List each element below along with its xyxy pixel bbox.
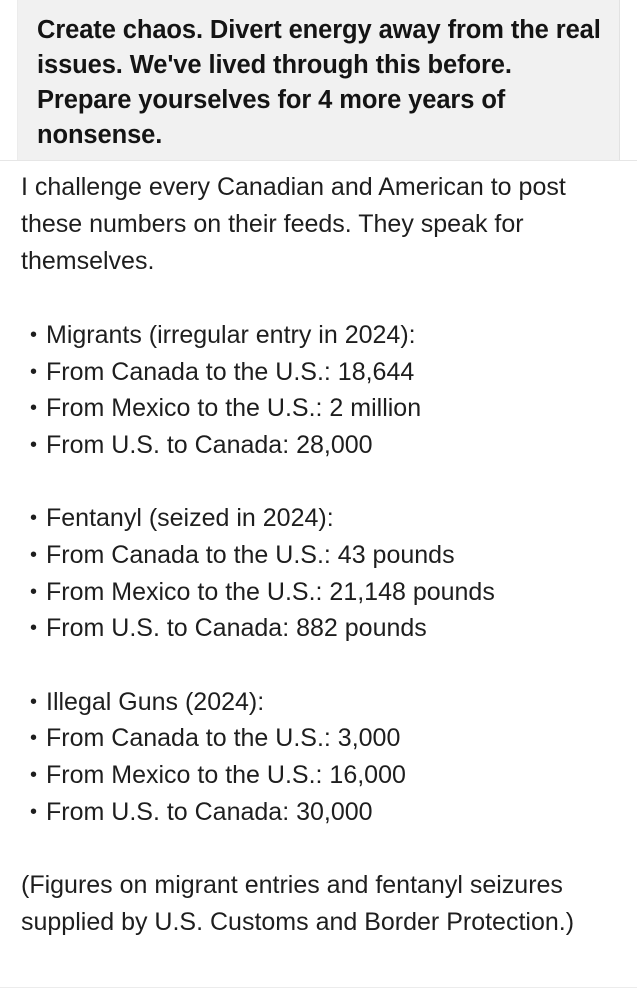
section-migrants xyxy=(21,317,621,463)
bullet-icon: • xyxy=(30,580,38,603)
spacer xyxy=(21,647,621,684)
divider xyxy=(0,160,637,161)
list-item xyxy=(21,574,621,611)
section-heading-text: Illegal Guns (2024): xyxy=(46,687,265,716)
list-item-text: From U.S. to Canada: 30,000 xyxy=(46,797,373,826)
bullet-icon: • xyxy=(30,507,38,530)
list-item xyxy=(21,610,621,647)
post-intro: I challenge every Canadian and American to post these numbers on their feeds. They speak for themselves. xyxy=(21,173,566,275)
quote-box xyxy=(17,0,620,160)
list-item xyxy=(21,537,621,574)
list-item xyxy=(21,757,621,794)
list-item-text: From Canada to the U.S.: 43 pounds xyxy=(46,540,455,569)
post-footnote: (Figures on migrant entries and fentanyl seizures supplied by U.S. Customs and Border Protection.) xyxy=(21,871,575,937)
bullet-icon: • xyxy=(30,690,38,713)
list-item-text: From Mexico to the U.S.: 21,148 pounds xyxy=(46,577,495,606)
section-heading xyxy=(21,684,621,721)
list-item xyxy=(21,794,621,831)
quote-text: Create chaos. Divert energy away from the real issues. We've lived through this before. Prepare yourselves for 4 more years of nonsense. xyxy=(37,16,601,149)
bottom-divider xyxy=(0,987,637,988)
list-item xyxy=(21,720,621,757)
spacer xyxy=(21,830,621,867)
gutter-left xyxy=(0,0,17,160)
list-item-text: From Canada to the U.S.: 3,000 xyxy=(46,724,401,753)
bullet-icon: • xyxy=(30,763,38,786)
bullet-icon: • xyxy=(30,727,38,750)
list-item-text: From U.S. to Canada: 28,000 xyxy=(46,430,373,459)
list-item-text: From Mexico to the U.S.: 16,000 xyxy=(46,760,406,789)
post-body xyxy=(21,169,621,941)
section-heading-text: Migrants (irregular entry in 2024): xyxy=(46,321,416,349)
bullet-icon: • xyxy=(30,543,38,566)
bullet-icon: • xyxy=(30,397,38,420)
list-item xyxy=(21,427,621,464)
list-item-text: From Canada to the U.S.: 18,644 xyxy=(46,357,415,386)
list-item xyxy=(21,390,621,427)
spacer xyxy=(21,280,621,317)
section-heading xyxy=(21,317,621,354)
bullet-icon: • xyxy=(30,800,38,823)
spacer xyxy=(21,463,621,500)
list-item-text: From Mexico to the U.S.: 2 million xyxy=(46,394,422,423)
section-heading-text: Fentanyl (seized in 2024): xyxy=(46,504,334,533)
section-illegal-guns xyxy=(21,684,621,830)
bullet-icon: • xyxy=(30,433,38,456)
list-item-text: From U.S. to Canada: 882 pounds xyxy=(46,614,427,643)
bullet-icon: • xyxy=(30,324,38,346)
section-fentanyl xyxy=(21,500,621,646)
section-heading xyxy=(21,500,621,537)
list-item xyxy=(21,354,621,391)
bullet-icon: • xyxy=(30,360,38,383)
bullet-icon: • xyxy=(30,617,38,640)
gutter-right xyxy=(620,0,637,160)
